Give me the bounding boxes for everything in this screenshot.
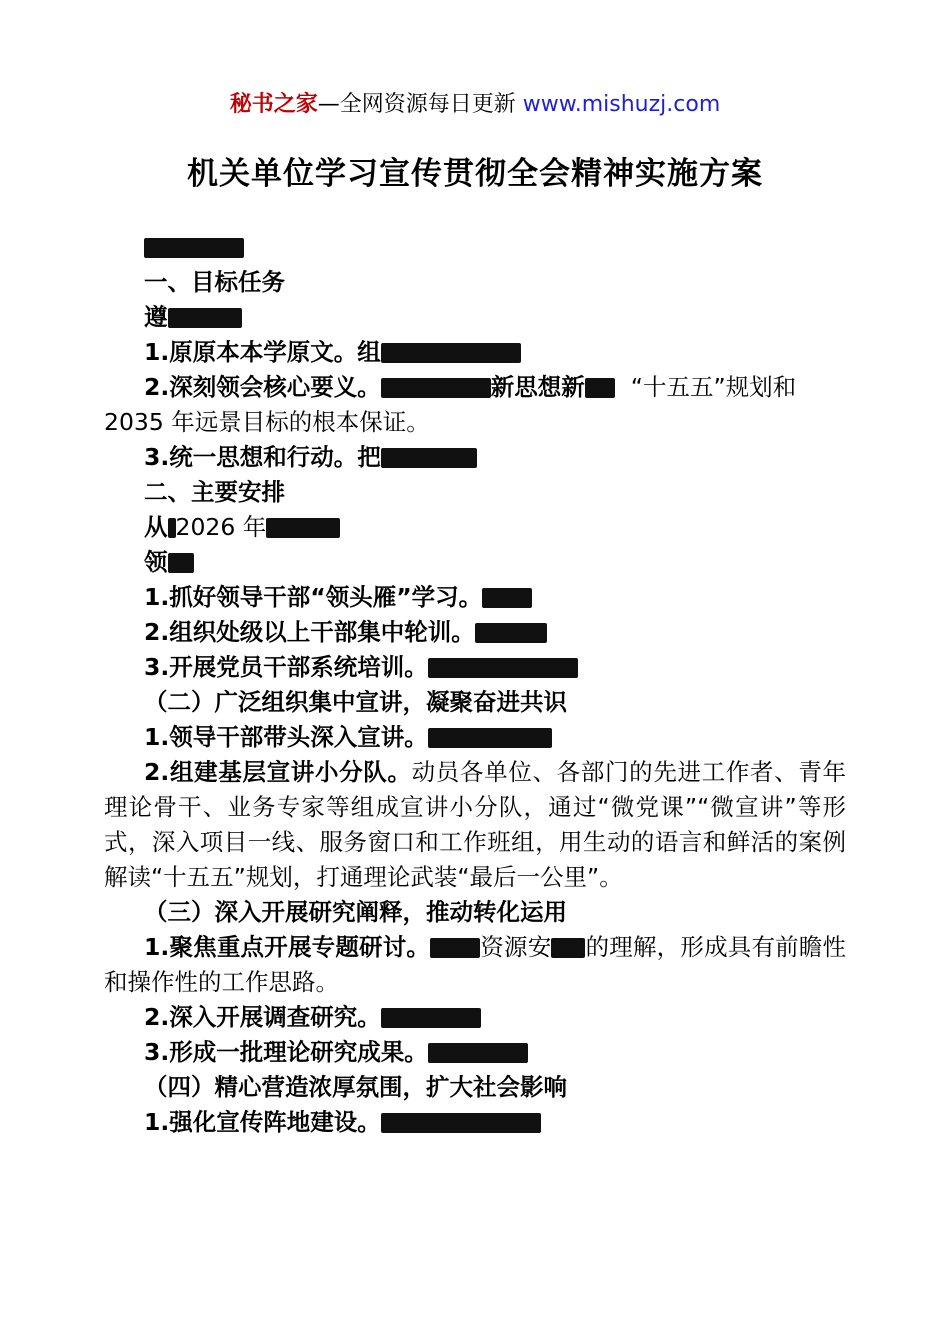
research-item-1-heading: 1.聚焦重点开展专题研讨。 [144,933,431,961]
atmosphere-item-1-text: 1.强化宣传阵地建设。 [144,1108,381,1136]
goal-item-3 [104,440,846,475]
section-heading-2: （二）广泛组织集中宣讲，凝聚奋进共识 [144,688,567,716]
plan-lead-text: 领 [144,548,168,576]
redacted-block [266,518,340,538]
section-heading-4: （四）精心营造浓厚氛围，扩大社会影响 [144,1073,567,1101]
lecture-item-2-heading: 2.组建基层宣讲小分队。 [144,758,412,786]
redacted-block [381,343,521,363]
research-item-1-mid1: 资源 [480,933,528,961]
goal-item-1-text: 1.原原本本学原文。组 [144,338,381,366]
redacted-block [168,553,194,573]
lecture-item-2-text: 动员各单位、各部门的先进工作者、青年理论骨干、业务专家等组成宣讲小分队，通过“微党课”“微宣讲”等形式，深入项目一线、服务窗口和工作班组，用生动的语言和鲜活的案例解读“十五五”规划，打通理论武装“最后一公里”。 [104,758,847,891]
study-item-1 [104,580,846,615]
redacted-block [585,378,615,398]
redacted-block [168,518,176,538]
site-brand: 秘书之家 [229,92,318,117]
redacted-block [144,238,244,258]
goal-item-1 [104,335,846,370]
research-item-1-tail: 的理解，形成具有前瞻性和操作性的工作思路。 [104,933,847,996]
goal-item-2-heading: 2.深刻领会核心要义。 [144,373,381,401]
study-item-2-text: 2.组织处级以上干部集中轮训。 [144,618,475,646]
intro-line [104,230,846,265]
research-item-2-text: 2.深入开展调查研究。 [144,1003,381,1031]
redacted-block [551,938,585,958]
redacted-block [168,308,242,328]
site-header [0,90,950,120]
document-body [104,230,846,1140]
document-title: 机关单位学习宣传贯彻全会精神实施方案 [187,156,763,192]
study-item-2 [104,615,846,650]
atmosphere-item-1 [104,1105,846,1140]
redacted-block [381,1113,541,1133]
plan-intro-year: 2026 年 [175,513,267,541]
goal-item-2-continued: 2035 年远景目标的根本保证。 [104,408,430,436]
goal-item-3-text: 3.统一思想和行动。把 [144,443,381,471]
study-item-3-text: 3.开展党员干部系统培训。 [144,653,428,681]
redacted-block [381,378,491,398]
study-item-3 [104,650,846,685]
research-item-3 [104,1035,846,1070]
header-tagline: 全网资源每日更新 [339,92,523,117]
research-item-1-paragraph [104,930,846,1000]
redacted-block [428,658,578,678]
redacted-block [430,938,480,958]
redacted-block [428,728,552,748]
redacted-block [482,588,532,608]
section-heading-goals: 一、目标任务 [144,268,285,296]
redacted-block [428,1043,528,1063]
lecture-item-1-text: 1.领导干部带头深入宣讲。 [144,723,428,751]
redacted-block [381,1008,481,1028]
goal-item-2 [104,370,846,405]
plan-intro-line [104,510,846,545]
goal-item-2-mid: 新思想新 [490,373,585,401]
goals-intro-text: 遵 [144,303,168,331]
site-url-link[interactable]: www.mishuzj.com [522,92,721,117]
section-heading-3: （三）深入开展研究阐释，推动转化运用 [144,898,567,926]
goals-intro-line [104,300,846,335]
research-item-3-text: 3.形成一批理论研究成果。 [144,1038,428,1066]
research-item-2 [104,1000,846,1035]
redacted-block [381,448,477,468]
research-item-1-mid2: 安 [527,933,552,961]
goal-item-2-tail: “十五五”规划和 [630,373,797,401]
redacted-block [475,623,547,643]
lecture-item-2-paragraph [104,755,846,895]
header-dash: — [317,92,340,117]
plan-lead-line [104,545,846,580]
plan-intro-text: 从 [144,513,168,541]
lecture-item-1 [104,720,846,755]
section-heading-plan: 二、主要安排 [144,478,285,506]
study-item-1-text: 1.抓好领导干部“领头雁”学习。 [144,583,483,611]
